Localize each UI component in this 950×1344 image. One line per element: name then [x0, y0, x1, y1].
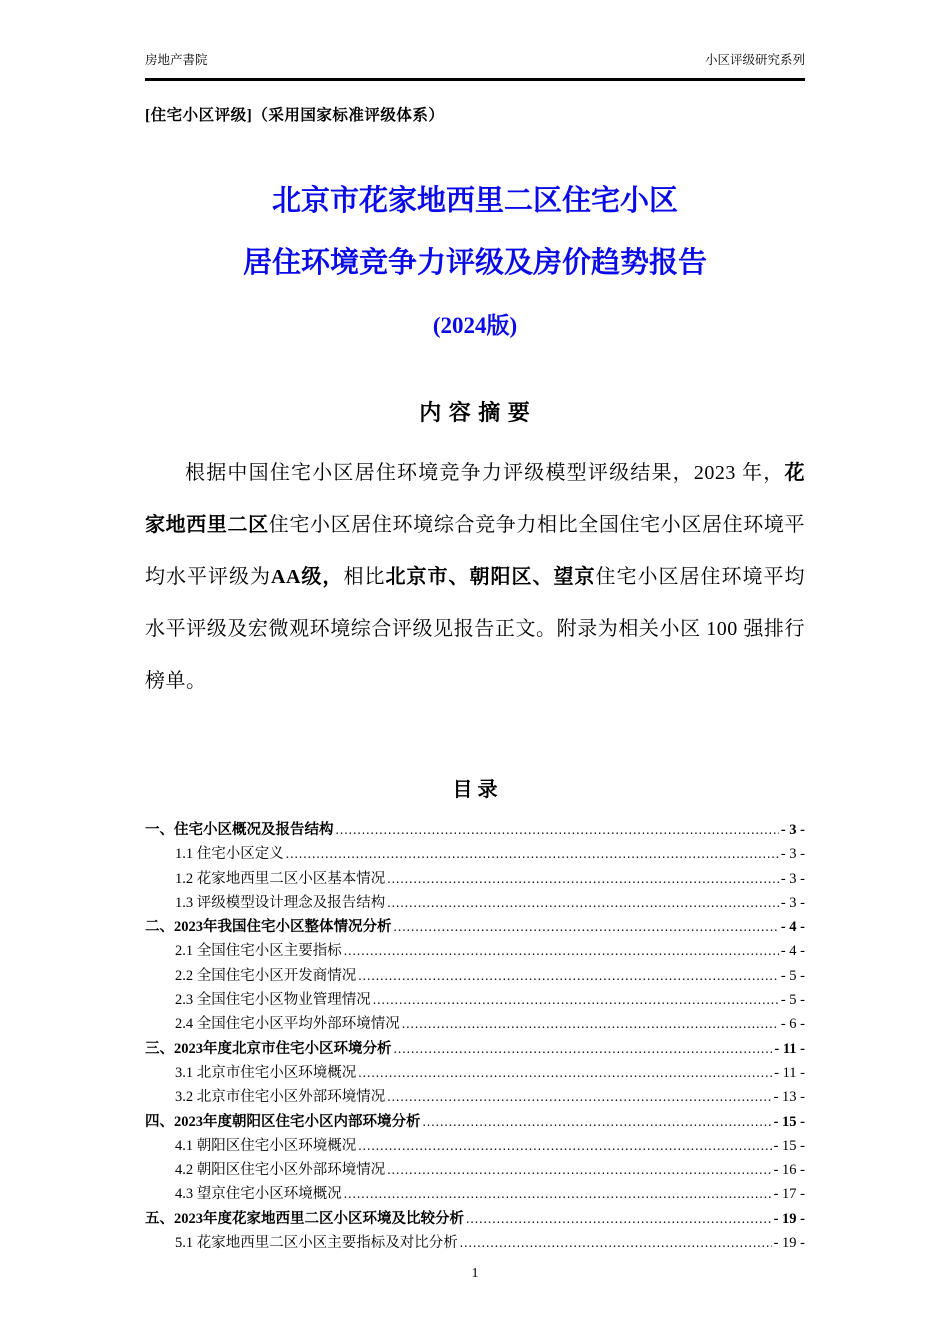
toc-item-label: 3.1 北京市住宅小区环境概况 [175, 1064, 357, 1081]
toc-item [145, 1231, 805, 1255]
doc-classification-tag: [住宅小区评级]（采用国家标准评级体系） [145, 107, 445, 124]
toc-item-page: - 13 - [773, 1089, 805, 1106]
toc-leader-dots [387, 891, 779, 915]
toc-item-page: - 6 - [780, 1016, 805, 1033]
toc-item [145, 842, 805, 866]
toc-item [145, 1134, 805, 1158]
toc-item-page: - 17 - [773, 1186, 805, 1203]
toc-item-label: 4.2 朝阳区住宅小区外部环境情况 [175, 1162, 386, 1179]
toc-item-page: - 19 - [773, 1235, 805, 1252]
toc-item-label: 2.4 全国住宅小区平均外部环境情况 [175, 1016, 400, 1033]
toc-item [145, 964, 805, 988]
toc-item-label: 1.3 评级模型设计理念及报告结构 [175, 894, 386, 911]
toc-item-page: - 5 - [780, 967, 805, 984]
toc-item [145, 1037, 805, 1061]
toc-leader-dots [344, 939, 779, 963]
abstract-heading: 内 容 摘 要 [419, 400, 531, 425]
toc-item-label: 二、2023年我国住宅小区整体情况分析 [145, 919, 392, 936]
toc-item [145, 867, 805, 891]
toc-item-label: 4.3 望京住宅小区环境概况 [175, 1186, 342, 1203]
toc-leader-dots [402, 1012, 779, 1036]
toc-item-label: 2.3 全国住宅小区物业管理情况 [175, 992, 371, 1009]
toc-leader-dots [423, 1110, 772, 1134]
abstract-bold-text: 花家地西里二区 [145, 462, 805, 536]
toc-item [145, 939, 805, 963]
toc-item-label: 4.1 朝阳区住宅小区环境概况 [175, 1137, 357, 1154]
toc-leader-dots [387, 1085, 771, 1109]
toc-leader-dots [394, 1037, 773, 1061]
abstract-text: 住宅小区居住环境综合竞争力相比全国住宅小区居住环境平均水平评级为 [145, 514, 806, 588]
toc-item-label: 四、2023年度朝阳区住宅小区内部环境分析 [145, 1113, 421, 1130]
toc-item-page: - 15 - [773, 1137, 805, 1154]
toc-item-page: - 4 - [780, 943, 805, 960]
report-title-line1: 北京市花家地西里二区住宅小区 [271, 185, 678, 217]
toc-leader-dots [358, 1134, 771, 1158]
toc-item-label: 三、2023年度北京市住宅小区环境分析 [145, 1040, 392, 1057]
toc-item-page: - 3 - [780, 846, 805, 863]
toc-item-label: 1.1 住宅小区定义 [175, 846, 284, 863]
header-rule [145, 78, 805, 81]
toc-item-page: - 19 - [773, 1210, 805, 1227]
toc-item-page: - 11 - [774, 1064, 805, 1081]
toc-heading: 目 录 [452, 779, 498, 801]
toc-item-label: 一、住宅小区概况及报告结构 [145, 822, 334, 838]
toc-item-page: - 4 - [780, 919, 805, 936]
toc-item [145, 1061, 805, 1085]
toc-leader-dots [358, 1061, 772, 1085]
abstract-text: 住宅小区居住环境平均水平评级及宏微观环境综合评级见报告正文。附录为相关小区 100 强排行榜单。 [145, 566, 806, 692]
toc-item-page: - 5 - [780, 992, 805, 1009]
toc-list [145, 818, 805, 1255]
report-title-line2: 居住环境竞争力评级及房价趋势报告 [242, 247, 707, 279]
toc-item [145, 1012, 805, 1036]
abstract-bold-text: AA级， [271, 566, 344, 588]
toc-item-label: 5.1 花家地西里二区小区主要指标及对比分析 [175, 1235, 458, 1252]
toc-leader-dots [358, 964, 779, 988]
abstract-paragraph [145, 447, 805, 707]
toc-item [145, 1085, 805, 1109]
toc-leader-dots [387, 867, 779, 891]
report-edition: (2024版) [432, 313, 518, 338]
toc-leader-dots [336, 818, 779, 842]
toc-item [145, 1158, 805, 1182]
abstract-text: 根据中国住宅小区居住环境竞争力评级模型评级结果，2023 年， [185, 462, 785, 484]
toc-leader-dots [466, 1207, 772, 1231]
toc-leader-dots [286, 842, 779, 866]
toc-item-label: 2.1 全国住宅小区主要指标 [175, 943, 342, 960]
header-left-text: 房地产書院 [145, 53, 208, 67]
toc-leader-dots [387, 1158, 771, 1182]
toc-item-page: - 3 - [780, 870, 805, 887]
toc-leader-dots [394, 915, 779, 939]
toc-item-page: - 16 - [773, 1162, 805, 1179]
toc-item [145, 988, 805, 1012]
toc-item [145, 891, 805, 915]
toc-leader-dots [460, 1231, 772, 1255]
toc-item-label: 五、2023年度花家地西里二区小区环境及比较分析 [145, 1210, 464, 1227]
abstract-bold-text: 北京市、朝阳区、望京 [385, 566, 596, 588]
toc-item [145, 818, 805, 842]
header-right-text: 小区评级研究系列 [704, 53, 805, 67]
toc-item-label: 3.2 北京市住宅小区外部环境情况 [175, 1089, 386, 1106]
toc-item [145, 915, 805, 939]
toc-leader-dots [344, 1182, 772, 1206]
toc-item [145, 1182, 805, 1206]
toc-item-page: - 15 - [773, 1113, 805, 1130]
toc-item [145, 1207, 805, 1231]
toc-leader-dots [373, 988, 779, 1012]
toc-item-label: 1.2 花家地西里二区小区基本情况 [175, 870, 386, 887]
toc-item-page: - 3 - [780, 822, 805, 838]
toc-item-label: 2.2 全国住宅小区开发商情况 [175, 967, 357, 984]
page-header [145, 52, 805, 68]
toc-item-page: - 11 - [774, 1040, 805, 1057]
page-number: 1 [471, 1266, 479, 1281]
abstract-text: 相比 [343, 566, 386, 588]
toc-item [145, 1110, 805, 1134]
toc-item-page: - 3 - [780, 894, 805, 911]
